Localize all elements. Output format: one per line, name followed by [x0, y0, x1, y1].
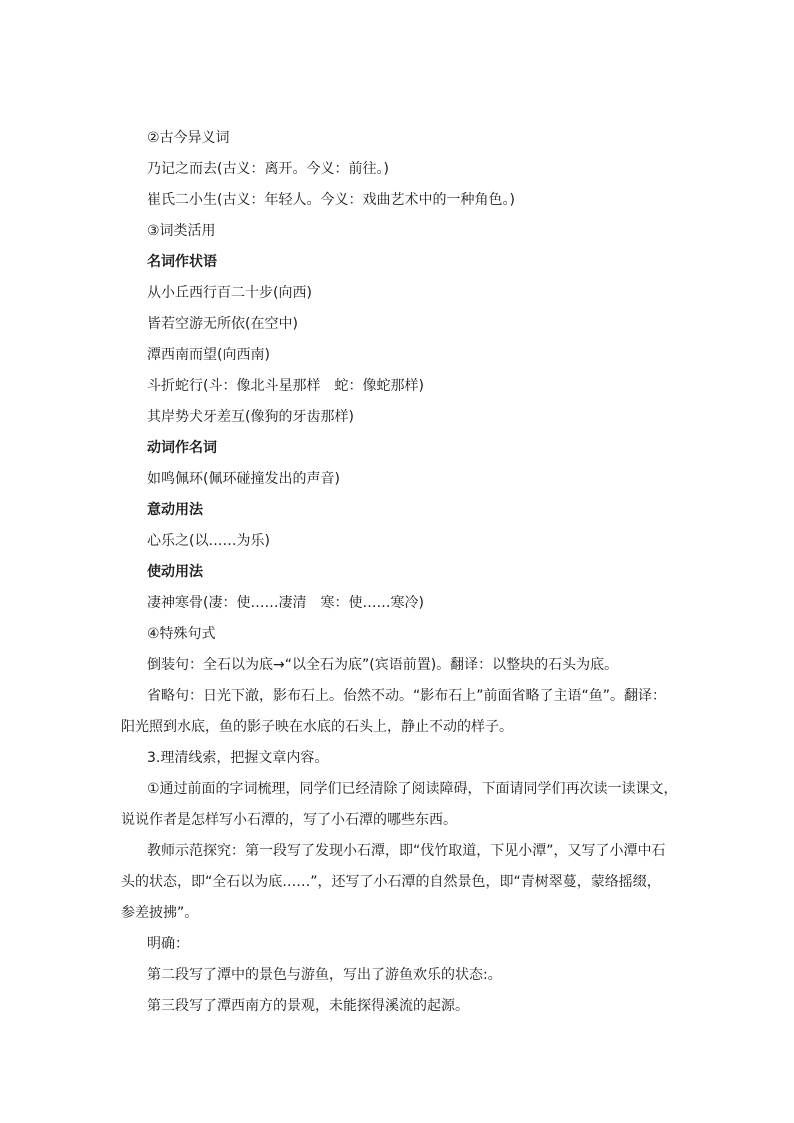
- text-line: 如鸣佩环(佩环碰撞发出的声音): [147, 471, 340, 487]
- text-line: 第三段写了潭西南方的景观，未能探得溪流的起源。: [147, 998, 469, 1014]
- subheading-putative-usage: 意动用法: [147, 502, 203, 518]
- section-heading-ancient-modern-words: ②古今异义词: [147, 130, 230, 146]
- text-line: 阳光照到水底，鱼的影子映在水底的石头上，静止不动的样子。: [121, 719, 513, 735]
- text-line: 凄神寒骨(凄：使……凄清 寒：使……寒冷): [147, 595, 424, 611]
- text-line: 省略句：日光下澈，影布石上。佁然不动。“影布石上”前面省略了主语“鱼”。翻译：: [147, 688, 667, 704]
- text-line: 第二段写了潭中的景色与游鱼，写出了游鱼欢乐的状态:。: [147, 967, 502, 983]
- text-line: 心乐之(以……为乐): [147, 533, 270, 549]
- subheading-causative-usage: 使动用法: [147, 564, 203, 580]
- text-line: 其岸势犬牙差互(像狗的牙齿那样): [147, 409, 354, 425]
- text-line: 崔氏二小生(古义：年轻人。今义：戏曲艺术中的一种角色。): [147, 192, 515, 208]
- text-line: 斗折蛇行(斗：像北斗星那样 蛇：像蛇那样): [147, 378, 424, 394]
- text-line: 乃记之而去(古义：离开。今义：前往。): [147, 161, 389, 177]
- text-line: 潭西南而望(向西南): [147, 347, 270, 363]
- text-line: 教师示范探究：第一段写了发现小石潭，即“伐竹取道，下见小潭”，又写了小潭中石: [147, 843, 666, 859]
- text-line: 说说作者是怎样写小石潭的，写了小石潭的哪些东西。: [121, 812, 457, 828]
- text-line: 参差披拂”。: [121, 905, 199, 921]
- section-heading-special-sentences: ④特殊句式: [147, 626, 216, 642]
- subheading-verb-as-noun: 动词作名词: [147, 440, 217, 456]
- text-line: 倒装句：全石以为底→“以全石为底”(宾语前置)。翻译：以整块的石头为底。: [147, 657, 619, 673]
- section-heading-clarify-clues: 3.理清线索，把握文章内容。: [147, 750, 329, 766]
- text-line: 明确：: [147, 936, 189, 952]
- subheading-noun-as-adverbial: 名词作状语: [147, 254, 217, 270]
- text-line: 从小丘西行百二十步(向西): [147, 285, 312, 301]
- section-heading-word-usage: ③词类活用: [147, 223, 216, 239]
- text-line: 头的状态，即“全石以为底……”，还写了小石潭的自然景色，即“青树翠蔓，蒙络摇缀，: [121, 874, 661, 890]
- text-line: 皆若空游无所依(在空中): [147, 316, 298, 332]
- text-line: ①通过前面的字词梳理，同学们已经清除了阅读障碍，下面请同学们再次读一读课文，: [147, 781, 678, 797]
